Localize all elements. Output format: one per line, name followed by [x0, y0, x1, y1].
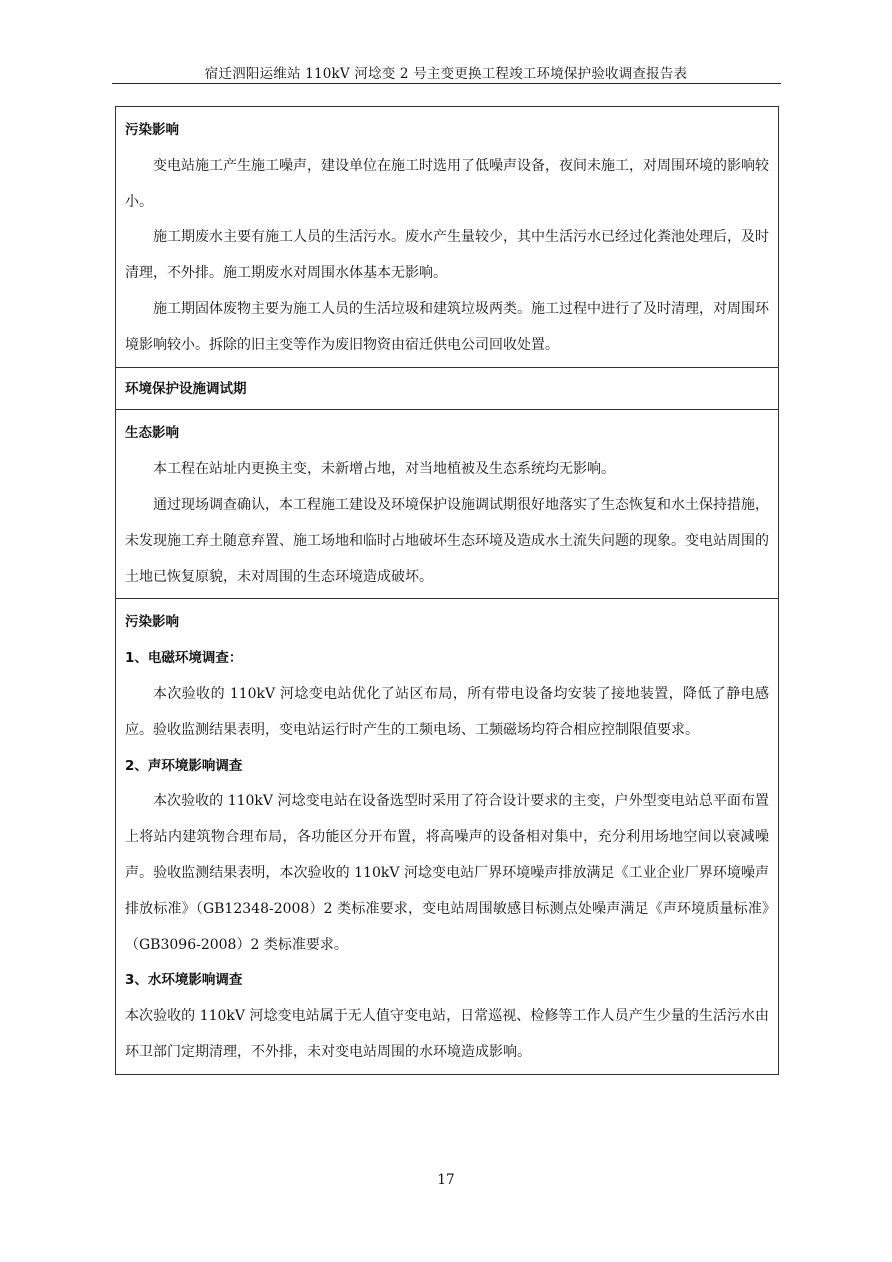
- table-row: [116, 367, 779, 410]
- trial-pollution-cell: [116, 599, 779, 1074]
- paragraph-construction-noise: 变电站施工产生施工噪声，建设单位在施工时选用了低噪声设备，夜间未施工，对周围环境的影响较小。: [125, 157, 769, 210]
- trial-period-cell: [116, 367, 779, 410]
- table-row: [116, 107, 779, 368]
- paragraph-construction-wastewater: 施工期废水主要有施工人员的生活污水。废水产生量较少，其中生活污水已经过化粪池处理后，及时清理，不外排。施工期废水对周围水体基本无影响。: [125, 229, 769, 282]
- paragraph-ecology-2: 通过现场调查确认，本工程施工建设及环境保护设施调试期很好地落实了生态恢复和水土保持措施，未发现施工弃土随意弃置、施工场地和临时占地破坏生态环境及造成水土流失问题的现象。变电站周围的土地已恢复原貌，未对周围的生态环境造成破坏。: [125, 496, 769, 585]
- table-row: [116, 410, 779, 599]
- subsection-title-noise: 2、声环境影响调查: [125, 757, 243, 774]
- document-header-title: 宿迁泗阳运维站 110kV 河埝变 2 号主变更换工程竣工环境保护验收调查报告表: [204, 66, 688, 82]
- subsection-title-electromagnetic: 1、电磁环境调查：: [125, 650, 243, 667]
- ecology-cell: [116, 410, 779, 599]
- report-table: [115, 106, 779, 1075]
- paragraph-water: 本次验收的 110kV 河埝变电站属于无人值守变电站，日常巡视、检修等工作人员产生少量的生活污水由环卫部门定期清理，不外排，未对变电站周围的水环境造成影响。: [125, 1008, 769, 1060]
- paragraph-construction-solid-waste: 施工期固体废物主要为施工人员的生活垃圾和建筑垃圾两类。施工过程中进行了及时清理，对周围环境影响较小。拆除的旧主变等作为废旧物资由宿迁供电公司回收处置。: [125, 300, 769, 353]
- header-rule: [112, 83, 781, 84]
- construction-pollution-cell: [116, 107, 779, 368]
- section-title-trial-period: 环境保护设施调试期: [125, 380, 247, 397]
- paragraph-noise: 本次验收的 110kV 河埝变电站在设备选型时采用了符合设计要求的主变，户外型变电站总平面布置上将站内建筑物合理布局，各功能区分开布置，将高噪声的设备相对集中，充分利用场地空间以衰减噪声。验收监测结果表明，本次验收的 110kV 河埝变电站厂界环境噪声排放满足《工业企业厂界环境噪声排放标准》（GB12348-2008）2 类标准要求，变电站周围敏感目标测点处噪声满足《声环境质量标准》（GB3096-2008）2 类标准要求。: [125, 793, 769, 953]
- paragraph-electromagnetic: 本次验收的 110kV 河埝变电站优化了站区布局，所有带电设备均安装了接地装置，降低了静电感应。验收监测结果表明，变电站运行时产生的工频电场、工频磁场均符合相应控制限值要求。: [125, 685, 769, 738]
- section-title-construction-pollution: 污染影响: [125, 122, 179, 138]
- page-number: 17: [437, 1172, 455, 1188]
- section-title-ecology: 生态影响: [125, 425, 179, 442]
- table-row: [116, 599, 779, 1074]
- section-title-trial-pollution: 污染影响: [125, 614, 179, 631]
- paragraph-ecology-1: 本工程在站址内更换主变，未新增占地，对当地植被及生态系统均无影响。: [153, 461, 615, 478]
- subsection-title-water: 3、水环境影响调查: [125, 972, 243, 989]
